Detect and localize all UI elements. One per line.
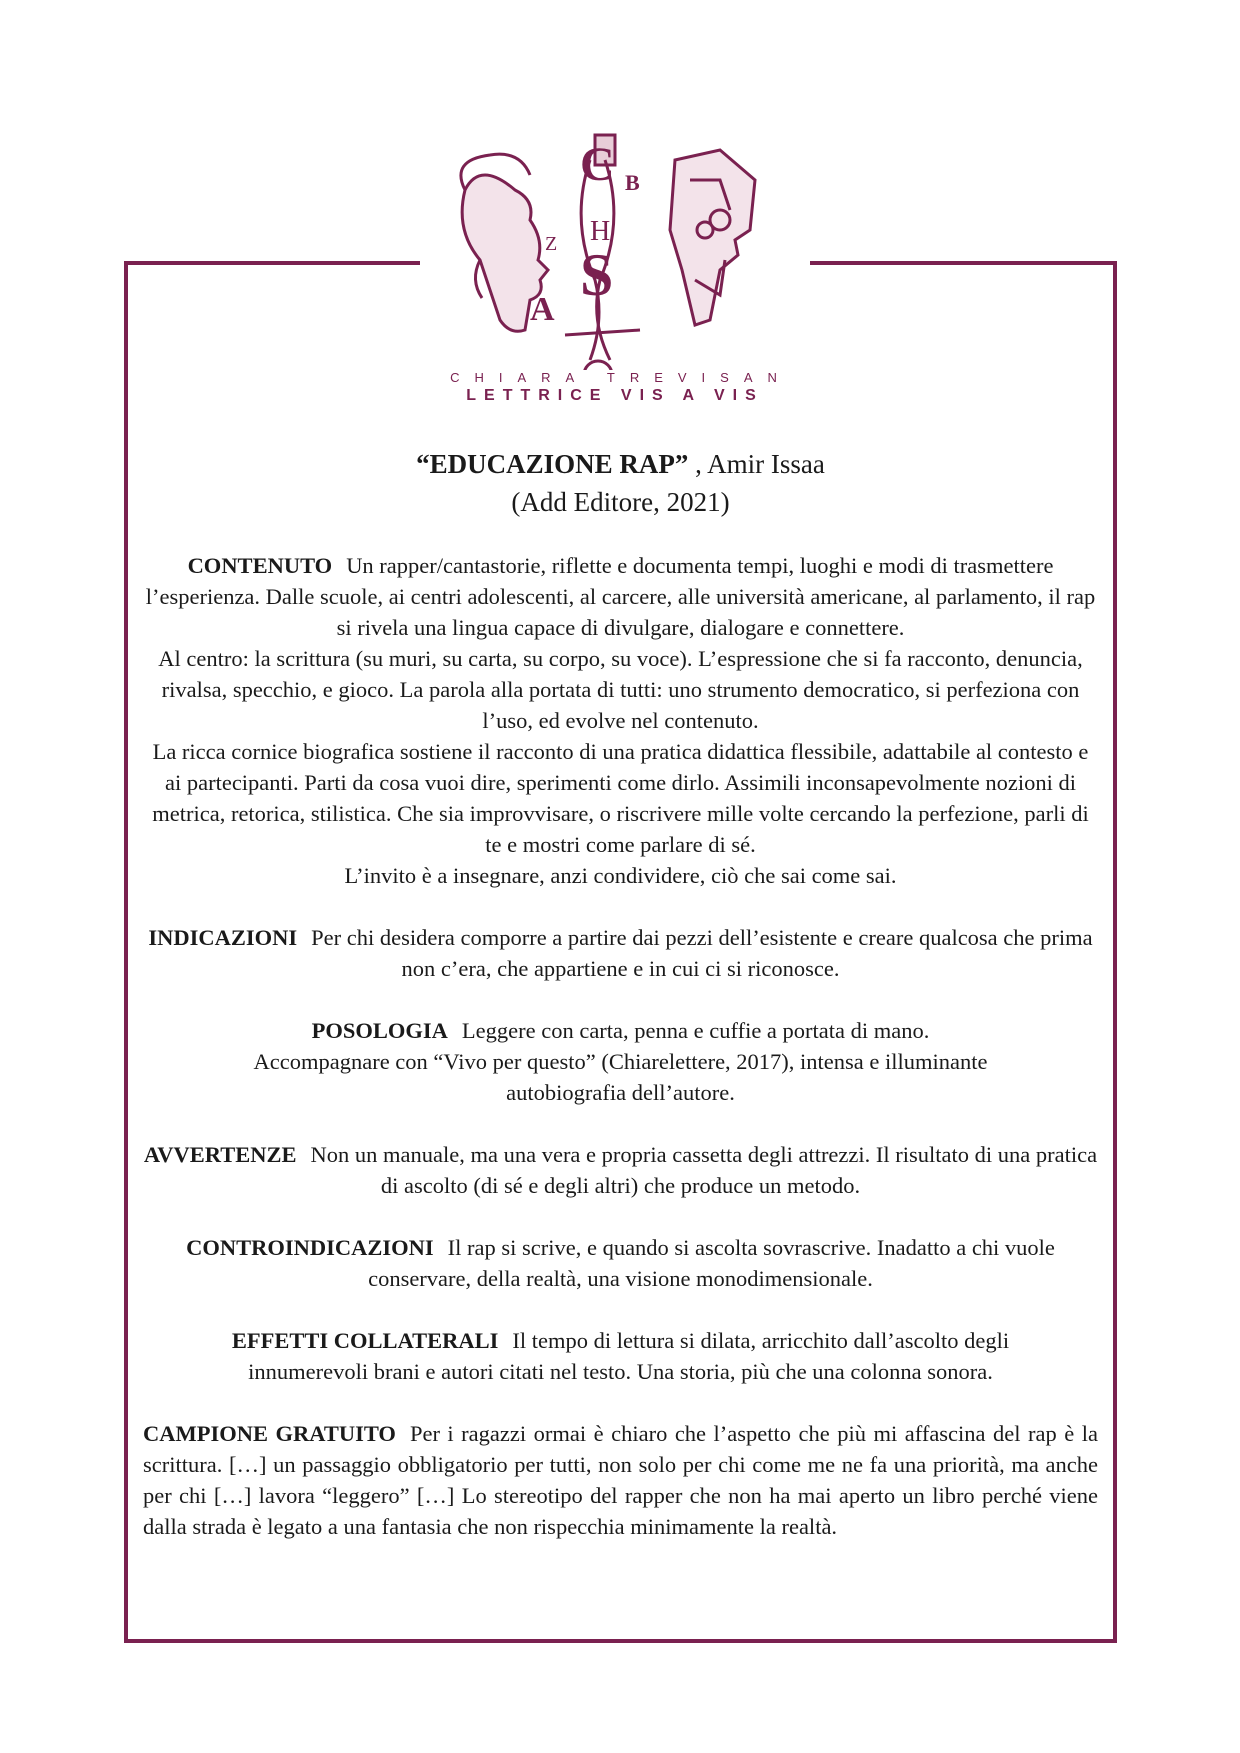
svg-text:S: S xyxy=(580,242,614,308)
section-label: EFFETTI COLLATERALI xyxy=(231,1328,499,1353)
section-posologia xyxy=(143,1015,1098,1108)
section-contenuto xyxy=(143,550,1098,891)
section-text: Il tempo di lettura si dilata, arricchito dall’ascolto degli innumerevoli brani e autori citati nel testo. Una storia, più che una colonna sonora. xyxy=(248,1328,1010,1384)
svg-text:B: B xyxy=(625,170,640,195)
section-text: La ricca cornice biografica sostiene il racconto di una pratica didattica flessibile, adattabile al contesto e ai partecipanti. Parti da cosa vuoi dire, sperimenti come dirlo. Assimili inconsapevolmente nozioni di metrica, retorica, stilistica. Che sia improvvisare, o riscrivere mille volte cercando la perfezione, parli di te e mostri come parlare di sé. xyxy=(152,739,1089,857)
section-text: Per i ragazzi ormai è chiaro che l’aspetto che più mi affascina del rap è la scrittura. […] un passaggio obbligatorio per tutti, non solo per chi come me ne fa una priorità, ma anche per chi […] lavora “leggero” […] Lo stereotipo del rapper che non ha mai aperto un libro perché viene dalla strada è legato a una fantasia che non rispecchia minimamente la realtà. xyxy=(143,1421,1098,1539)
brand-wordmark xyxy=(420,370,810,405)
book-title: “EDUCAZIONE RAP” xyxy=(416,449,689,479)
svg-text:A: A xyxy=(530,291,555,328)
book-title-line xyxy=(143,445,1098,483)
logo xyxy=(420,120,810,410)
svg-text:H: H xyxy=(590,216,611,247)
book-author: , Amir Issaa xyxy=(695,449,825,479)
section-label: CONTENUTO xyxy=(187,553,333,578)
section-label: INDICAZIONI xyxy=(148,925,298,950)
section-controindicazioni xyxy=(143,1232,1098,1294)
logo-illustration-icon xyxy=(420,120,810,410)
section-text: Leggere con carta, penna e cuffie a portata di mano. xyxy=(461,1018,930,1043)
section-indicazioni xyxy=(143,922,1098,984)
section-label: AVVERTENZE xyxy=(143,1142,297,1167)
svg-text:C: C xyxy=(580,138,615,191)
section-label: POSOLOGIA xyxy=(311,1018,448,1043)
section-effetti-collaterali xyxy=(143,1325,1098,1387)
section-text: Per chi desidera comporre a partire dai pezzi dell’esistente e creare qualcosa che prima non c’era, che appartiene e in cui ci si riconosce. xyxy=(311,925,1093,981)
section-campione-gratuito xyxy=(143,1418,1098,1542)
section-text: Non un manuale, ma una vera e propria cassetta degli attrezzi. Il risultato di una pratica di ascolto (di sé e degli altri) che produce un metodo. xyxy=(310,1142,1098,1198)
brand-tagline: LETTRICE VIS A VIS xyxy=(466,387,764,404)
section-text: Il rap si scrive, e quando si ascolta sovrascrive. Inadatto a chi vuole conservare, della realtà, una visione monodimensionale. xyxy=(368,1235,1055,1291)
section-text: L’invito è a insegnare, anzi condividere, ciò che sai come sai. xyxy=(344,863,897,888)
brand-name: CHIARA TREVISAN xyxy=(450,370,792,385)
section-label: CONTROINDICAZIONI xyxy=(186,1235,434,1260)
svg-text:Z: Z xyxy=(545,233,558,255)
section-text: Accompagnare con “Vivo per questo” (Chiarelettere, 2017), intensa e illuminante autobiografia dell’autore. xyxy=(253,1049,988,1105)
section-text: Un rapper/cantastorie, riflette e documenta tempi, luoghi e modi di trasmettere l’esperienza. Dalle scuole, ai centri adolescenti, al carcere, alle università americane, al parlamento, il rap si rivela una lingua capace di divulgare, dialogare e connettere. xyxy=(145,553,1096,640)
review-content xyxy=(143,445,1098,1542)
section-label: CAMPIONE GRATUITO xyxy=(143,1421,396,1446)
section-text: Al centro: la scrittura (su muri, su carta, su corpo, su voce). L’espressione che si fa racconto, denuncia, rivalsa, specchio, e gioco. La parola alla portata di tutti: uno strumento democratico, si perfeziona con l’uso, ed evolve nel contenuto. xyxy=(158,646,1083,733)
book-publisher: (Add Editore, 2021) xyxy=(511,487,730,517)
section-avvertenze xyxy=(143,1139,1098,1201)
